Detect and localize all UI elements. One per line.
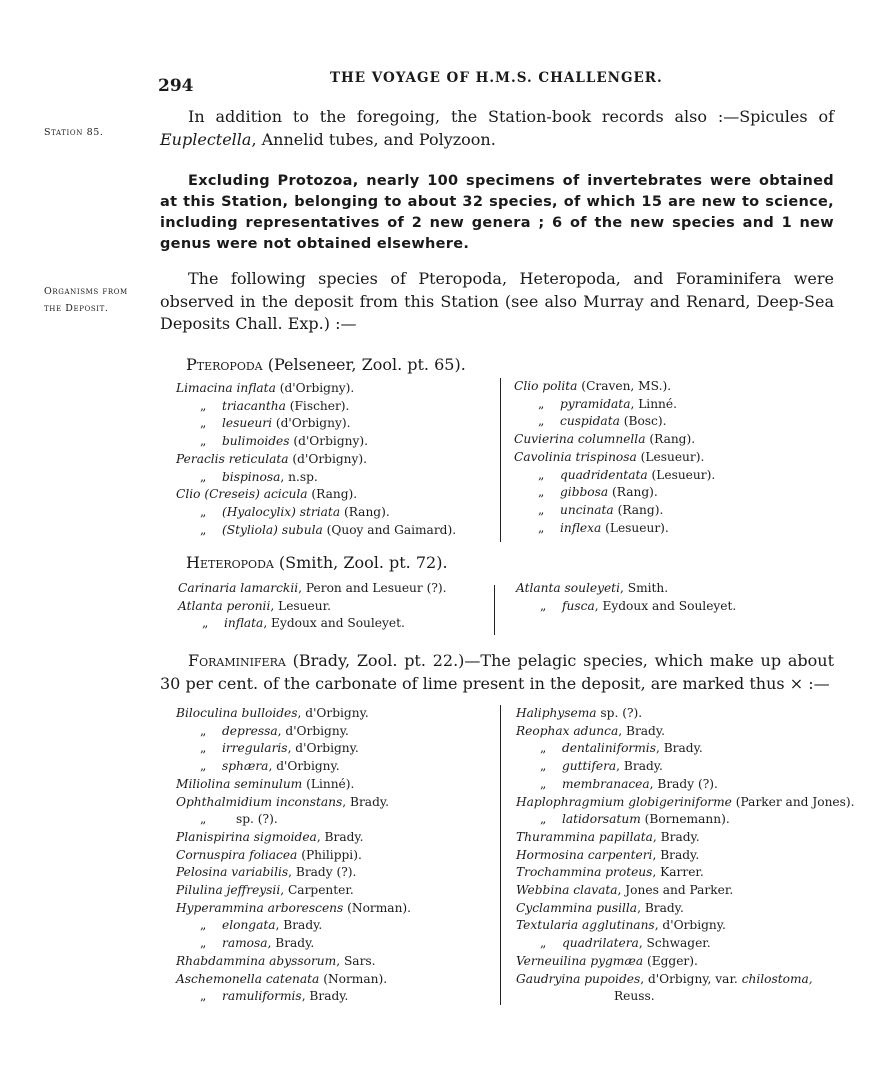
ditto-mark: „	[200, 416, 207, 431]
species-name: fusca	[562, 598, 595, 613]
species-authority: (d'Orbigny).	[288, 451, 368, 466]
species-authority: (Bosc).	[619, 414, 667, 429]
species-name: Aschemonella catenata	[176, 971, 320, 986]
species-authority: , d'Orbigny.	[654, 918, 726, 933]
ditto-mark: „	[538, 502, 545, 517]
species-entry	[516, 580, 736, 598]
ditto-mark: „	[200, 469, 207, 484]
foraminifera-text: (Brady, Zool. pt. 22.)—The pelagic species, which make up about 30 per cent. of the carbonate of lime present in the deposit, are marked thus × :—	[160, 651, 834, 693]
ditto-mark: „	[200, 522, 207, 537]
column-divider	[500, 378, 501, 542]
pteropoda-left-list	[176, 380, 456, 539]
margin-note-organisms-line1: Organisms from	[44, 286, 128, 297]
intro-pre: In addition to the foregoing, the Station-book records also :—Spicules of	[188, 107, 834, 126]
species-name: Thurammina papillata	[516, 829, 653, 844]
species-name: Haplophragmium globigeriniforme	[516, 794, 732, 809]
species-authority: , Brady.	[652, 829, 700, 844]
ditto-mark: „	[200, 989, 207, 1004]
ditto-mark: „	[200, 918, 207, 933]
species-entry	[176, 811, 411, 829]
species-name: ramuliformis	[222, 989, 302, 1004]
species-authority: , Carpenter.	[280, 883, 354, 898]
species-entry	[516, 935, 855, 953]
species-name: triacantha	[222, 398, 286, 413]
species-name: Cyclammina pusilla	[516, 900, 638, 915]
species-entry	[514, 449, 715, 467]
species-entry	[514, 431, 715, 449]
margin-note-organisms	[44, 283, 128, 317]
ditto-mark: „	[538, 414, 545, 429]
species-authority: , d'Orbigny.	[277, 723, 349, 738]
species-entry	[516, 917, 855, 935]
ditto-mark: „	[540, 759, 547, 774]
species-authority: , Karrer.	[652, 865, 704, 880]
ditto-mark: „	[200, 812, 207, 827]
species-authority: , Brady.	[618, 723, 665, 738]
species-entry	[176, 847, 411, 865]
column-divider	[494, 585, 495, 635]
ditto-mark: „	[200, 759, 207, 774]
species-name: bulimoides	[222, 434, 290, 449]
foraminifera-paragraph	[160, 650, 834, 695]
species-authority: , Smith.	[619, 581, 669, 595]
species-name: Atlanta peronii	[178, 598, 271, 613]
species-name: Verneuilina pygmæa	[516, 953, 644, 968]
species-name: Atlanta souleyeti	[516, 581, 620, 595]
species-name: sphæra	[222, 759, 269, 774]
species-authority: (Lesueur).	[636, 449, 705, 464]
summary-paragraph	[160, 171, 834, 255]
heteropoda-heading	[186, 553, 448, 572]
species-name: Pelosina variabilis	[176, 865, 289, 880]
pteropoda-title: Pteropoda	[186, 355, 263, 374]
margin-note-organisms-line2: the Deposit.	[44, 303, 109, 314]
summary-text: Excluding Protozoa, nearly 100 specimens of invertebrates were obtained at this Station, belonging to about 32 species, of which 15 are new to science, including representatives of 2 new genera ; 6 of the new species and 1 new genus were not obtained elsewhere.	[160, 173, 834, 252]
species-entry	[514, 396, 715, 414]
species-authority: , Brady.	[267, 936, 315, 951]
species-authority: (Craven, MS.).	[577, 379, 672, 393]
species-entry	[176, 953, 411, 971]
species-authority: (Bornemann).	[640, 812, 730, 827]
species-name: Textularia agglutinans	[516, 918, 655, 933]
species-entry	[516, 953, 855, 971]
species-name: Cuvierina columnella	[514, 432, 646, 447]
heteropoda-ref: (Smith, Zool. pt. 72).	[273, 553, 448, 572]
species-authority: (Norman).	[343, 900, 412, 915]
species-authority: Reuss.	[614, 989, 655, 1004]
species-authority: sp. (?).	[236, 812, 278, 827]
running-head: THE VOYAGE OF H.M.S. CHALLENGER.	[330, 70, 663, 86]
species-name: depressa	[222, 723, 278, 738]
species-entry	[514, 413, 715, 431]
species-authority: , Schwager.	[638, 936, 711, 951]
species-name: gibbosa	[560, 485, 609, 500]
species-authority: (d'Orbigny).	[275, 381, 355, 395]
species-authority: (Philippi).	[297, 847, 362, 862]
pteropoda-heading	[186, 355, 466, 374]
species-name: Haliphysema	[516, 706, 597, 720]
species-authority: , Sars.	[336, 953, 376, 968]
ditto-mark: „	[540, 598, 547, 613]
ditto-mark: „	[538, 520, 545, 535]
variety-name: chilostoma,	[741, 971, 813, 986]
species-authority: , Lesueur.	[270, 598, 331, 613]
species-name: membranacea	[562, 776, 650, 791]
species-entry	[176, 451, 456, 469]
species-name: Pilulina jeffreysii	[176, 883, 281, 898]
intro-post: , Annelid tubes, and Polyzoon.	[251, 129, 496, 149]
ditto-mark: „	[200, 398, 207, 413]
species-entry	[514, 484, 715, 502]
species-name: elongata	[222, 918, 276, 933]
species-entry	[176, 504, 456, 522]
page-number: 294	[158, 76, 194, 96]
species-name: (Hyalocylix) striata	[222, 504, 341, 519]
species-entry	[176, 971, 411, 989]
species-name: irregularis	[222, 741, 288, 756]
heteropoda-left-list	[178, 580, 447, 633]
species-name: lesueuri	[222, 416, 272, 431]
pteropoda-right-list	[514, 378, 715, 537]
species-authority: (d'Orbigny).	[289, 434, 368, 449]
species-authority: (Lesueur).	[601, 520, 669, 535]
species-authority: , Peron and Lesueur (?).	[298, 581, 447, 595]
foraminifera-left-list	[176, 705, 411, 1006]
species-name: Webbina clavata	[516, 883, 618, 898]
ditto-mark: „	[200, 723, 207, 738]
species-authority: (Rang).	[307, 487, 358, 502]
species-authority: (Lesueur).	[647, 467, 716, 482]
species-authority: , Brady (?).	[649, 776, 718, 791]
pteropoda-ref: (Pelseneer, Zool. pt. 65).	[262, 355, 466, 374]
species-authority: , n.sp.	[280, 469, 318, 484]
species-entry	[176, 398, 456, 416]
species-authority: , Brady.	[637, 900, 684, 915]
species-authority: (Egger).	[643, 953, 698, 968]
species-name: inflata	[224, 616, 264, 631]
species-entry	[176, 988, 411, 1006]
species-authority: , Brady.	[316, 829, 364, 844]
species-entry	[176, 829, 411, 847]
species-name: Peraclis reticulata	[176, 451, 289, 466]
species-entry	[516, 882, 855, 900]
ditto-mark: „	[540, 741, 547, 756]
ditto-mark: „	[200, 434, 207, 449]
species-name: cuspidata	[560, 414, 620, 429]
species-entry	[176, 794, 411, 812]
species-entry	[516, 811, 855, 829]
species-authority: (Rang).	[608, 485, 658, 500]
species-entry	[176, 776, 411, 794]
species-entry	[516, 740, 855, 758]
species-entry	[176, 486, 456, 504]
species-entry	[176, 882, 411, 900]
species-entry	[516, 776, 855, 794]
ditto-mark: „	[540, 812, 547, 827]
species-name: quadrilatera	[562, 936, 639, 951]
species-authority: , Brady.	[652, 847, 700, 862]
species-authority: , Linné.	[630, 396, 677, 411]
species-entry	[176, 917, 411, 935]
foraminifera-right-list	[516, 705, 855, 1006]
ditto-mark: „	[200, 936, 207, 951]
species-name: (Styliola) subula	[222, 522, 323, 537]
species-name: uncinata	[560, 502, 614, 517]
species-authority: sp. (?).	[596, 706, 643, 720]
species-name: Planispirina sigmoidea	[176, 829, 317, 844]
species-authority: , d'Orbigny, var.	[640, 971, 742, 986]
species-entry	[178, 598, 447, 616]
species-entry	[176, 900, 411, 918]
species-entry	[516, 723, 855, 741]
species-name: Rhabdammina abyssorum	[176, 953, 337, 968]
ditto-mark: „	[200, 504, 207, 519]
species-name: Trochammina proteus	[516, 865, 653, 880]
ditto-mark: „	[538, 396, 545, 411]
species-entry	[176, 469, 456, 487]
species-authority: (Rang).	[645, 432, 696, 447]
intro-paragraph	[160, 106, 834, 151]
species-authority: (Linné).	[302, 776, 355, 791]
species-name: latidorsatum	[562, 812, 641, 827]
species-name: bispinosa	[222, 469, 281, 484]
species-entry	[514, 520, 715, 538]
species-name: Clio (Creseis) acicula	[176, 487, 308, 502]
species-name: Limacina inflata	[176, 381, 276, 395]
margin-note-station: Station 85.	[44, 127, 104, 138]
species-authority: (Fischer).	[285, 398, 350, 413]
species-authority: , Eydoux and Souleyet.	[263, 616, 405, 631]
species-entry	[176, 864, 411, 882]
species-name: quadridentata	[560, 467, 648, 482]
deposit-text: The following species of Pteropoda, Heteropoda, and Foraminifera were observed in the deposit from this Station (see also Murray and Renard, Deep-Sea Deposits Chall. Exp.) :—	[160, 269, 834, 333]
species-entry	[514, 467, 715, 485]
ditto-mark: „	[540, 776, 547, 791]
species-entry	[516, 988, 855, 1006]
species-entry	[178, 615, 447, 633]
species-authority: (Rang).	[340, 504, 390, 519]
species-authority: (d'Orbigny).	[272, 416, 351, 431]
species-name: Ophthalmidium inconstans	[176, 794, 343, 809]
species-name: Cornuspira foliacea	[176, 847, 298, 862]
species-entry	[514, 378, 715, 396]
species-name: Clio polita	[514, 379, 578, 393]
species-entry	[516, 900, 855, 918]
species-name: pyramidata	[560, 396, 631, 411]
ditto-mark: „	[538, 467, 545, 482]
ditto-mark: „	[540, 936, 547, 951]
species-entry	[176, 935, 411, 953]
deposit-paragraph	[160, 268, 834, 336]
species-name: Hormosina carpenteri	[516, 847, 653, 862]
species-name: guttifera	[562, 759, 617, 774]
species-entry	[176, 740, 411, 758]
species-entry	[176, 723, 411, 741]
species-authority: (Quoy and Gaimard).	[322, 522, 457, 537]
species-name: Gaudryina pupoides	[516, 971, 641, 986]
species-authority: , Brady.	[616, 759, 663, 774]
species-entry	[176, 433, 456, 451]
species-name: Carinaria lamarckii	[178, 581, 299, 595]
species-authority: , d'Orbigny.	[287, 741, 359, 756]
species-entry	[516, 829, 855, 847]
species-entry	[516, 794, 855, 812]
species-authority: (Rang).	[613, 502, 664, 517]
species-authority: , Brady.	[275, 918, 323, 933]
species-entry	[516, 971, 855, 989]
species-authority: , Brady.	[655, 741, 703, 756]
species-entry	[176, 415, 456, 433]
species-name: ramosa	[222, 936, 268, 951]
heteropoda-right-list	[516, 580, 736, 615]
species-name: Hyperammina arborescens	[176, 900, 344, 915]
foraminifera-title: Foraminifera	[188, 651, 286, 670]
species-entry	[176, 705, 411, 723]
species-name: dentaliniformis	[562, 741, 656, 756]
species-name: inflexa	[560, 520, 602, 535]
species-name: Miliolina seminulum	[176, 776, 303, 791]
species-entry	[516, 705, 855, 723]
species-entry	[516, 847, 855, 865]
column-divider	[500, 705, 501, 1005]
species-name: Reophax adunca	[516, 723, 619, 738]
species-entry	[516, 864, 855, 882]
species-authority: , Jones and Parker.	[617, 883, 734, 898]
species-authority: , Brady.	[301, 989, 349, 1004]
species-authority: , Eydoux and Souleyet.	[594, 598, 737, 613]
species-name: Biloculina bulloides	[176, 706, 298, 720]
species-authority: (Parker and Jones).	[731, 794, 855, 809]
ditto-mark: „	[202, 616, 209, 631]
species-authority: (Norman).	[319, 971, 388, 986]
species-authority: , d'Orbigny.	[297, 706, 369, 720]
species-entry	[176, 380, 456, 398]
ditto-mark: „	[538, 485, 545, 500]
ditto-mark: „	[200, 741, 207, 756]
species-authority: , d'Orbigny.	[268, 759, 340, 774]
species-authority: , Brady (?).	[288, 865, 357, 880]
species-entry	[178, 580, 447, 598]
species-entry	[516, 598, 736, 616]
heteropoda-title: Heteropoda	[186, 553, 274, 572]
species-authority: , Brady.	[342, 794, 390, 809]
intro-italic: Euplectella	[160, 129, 252, 149]
species-entry	[176, 522, 456, 540]
species-entry	[514, 502, 715, 520]
species-entry	[516, 758, 855, 776]
species-entry	[176, 758, 411, 776]
species-name: Cavolinia trispinosa	[514, 449, 637, 464]
